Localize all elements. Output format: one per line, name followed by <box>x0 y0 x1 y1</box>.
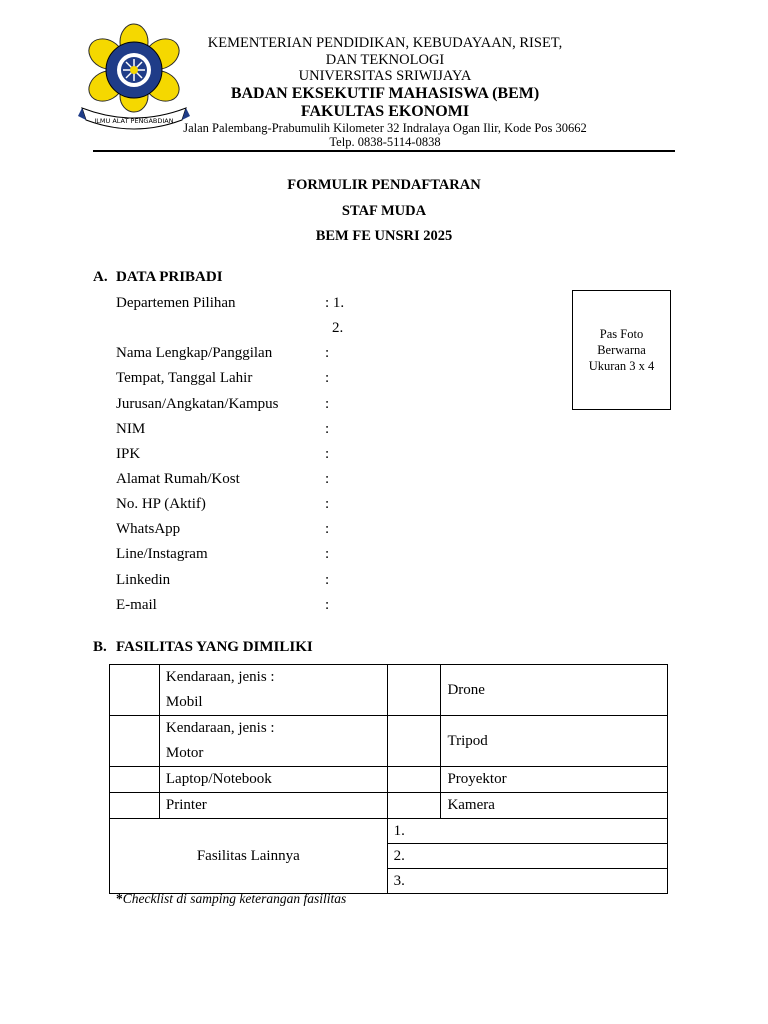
table-row <box>110 767 668 793</box>
field-colon: : <box>325 396 330 412</box>
facility-cell: Tripod <box>441 716 668 767</box>
university-logo-icon <box>78 20 190 132</box>
table-row <box>110 716 668 767</box>
other-facility-item[interactable]: 2. <box>387 844 667 869</box>
field-label: Nama Lengkap/Panggilan <box>116 345 273 361</box>
photo-placeholder-box <box>572 290 671 410</box>
ministry-line-2: DAN TEKNOLOGI <box>325 52 445 68</box>
logo-ribbon-text: ILMU ALAT PENGABDIAN <box>94 117 174 125</box>
field-label: Linkedin <box>116 572 171 588</box>
checkbox-cell[interactable] <box>387 716 441 767</box>
field-colon: : <box>325 370 330 386</box>
field-label: Departemen Pilihan <box>116 295 236 311</box>
checkbox-cell[interactable] <box>110 767 160 793</box>
field-colon: : <box>325 521 330 537</box>
field-colon: : <box>325 471 330 487</box>
faculty-name: FAKULTAS EKONOMI <box>300 103 470 120</box>
checkbox-cell[interactable] <box>387 793 441 819</box>
checkbox-cell[interactable] <box>110 716 160 767</box>
field-label: WhatsApp <box>116 521 181 537</box>
facility-cell: Printer <box>159 793 387 819</box>
checkbox-cell[interactable] <box>387 665 441 716</box>
facility-cell: Proyektor <box>441 767 668 793</box>
field-label: Jurusan/Angkatan/Kampus <box>116 396 279 412</box>
checklist-note <box>116 891 346 907</box>
facility-cell <box>159 665 387 716</box>
facilities-table <box>109 664 668 894</box>
facility-label: Kendaraan, jenis : <box>165 669 275 685</box>
section-b-number: B. <box>93 639 107 655</box>
field-colon: : 1. <box>325 295 345 311</box>
field-label: No. HP (Aktif) <box>116 496 206 512</box>
photo-box-line-3: Ukuran 3 x 4 <box>588 359 655 373</box>
facility-cell <box>159 716 387 767</box>
organization-name: BADAN EKSEKUTIF MAHASISWA (BEM) <box>230 85 540 102</box>
section-b-title: FASILITAS YANG DIMILIKI <box>116 639 313 655</box>
form-title-line-2: STAF MUDA <box>341 203 427 219</box>
field-label: IPK <box>116 446 141 462</box>
photo-box-line-2: Berwarna <box>597 343 646 357</box>
checkbox-cell[interactable] <box>387 767 441 793</box>
checkbox-cell[interactable] <box>110 665 160 716</box>
facility-cell: Laptop/Notebook <box>159 767 387 793</box>
field-colon: : <box>325 345 330 361</box>
ministry-line-1: KEMENTERIAN PENDIDIKAN, KEBUDAYAAN, RISET, <box>207 35 563 51</box>
table-row <box>110 819 668 844</box>
facility-label: Kendaraan, jenis : <box>165 720 275 736</box>
other-facility-item[interactable]: 1. <box>387 819 667 844</box>
section-a-heading <box>93 269 223 286</box>
form-title-line-3: BEM FE UNSRI 2025 <box>315 228 453 244</box>
checkbox-cell[interactable] <box>110 793 160 819</box>
facility-sublabel: Mobil <box>165 694 203 710</box>
field-colon: : <box>325 421 330 437</box>
field-colon: 2. <box>332 320 344 336</box>
field-colon: : <box>325 496 330 512</box>
university-name: UNIVERSITAS SRIWIJAYA <box>298 68 472 84</box>
photo-box-line-1: Pas Foto <box>599 327 644 341</box>
field-colon: : <box>325 572 330 588</box>
other-facility-item[interactable]: 3. <box>387 869 667 894</box>
logo-graphic <box>78 20 190 132</box>
field-label: Alamat Rumah/Kost <box>116 471 240 487</box>
section-b-heading <box>93 639 313 656</box>
table-row <box>110 793 668 819</box>
field-colon: : <box>325 446 330 462</box>
field-label: Line/Instagram <box>116 546 208 562</box>
field-label: Tempat, Tanggal Lahir <box>116 370 253 386</box>
section-a-number: A. <box>93 269 108 285</box>
header-divider <box>93 150 675 152</box>
address-line: Jalan Palembang-Prabumulih Kilometer 32 Indralaya Ogan Ilir, Kode Pos 30662 <box>183 121 587 135</box>
field-label: NIM <box>116 421 146 437</box>
form-title-line-1: FORMULIR PENDAFTARAN <box>287 177 481 193</box>
note-star: * <box>116 891 123 906</box>
field-colon: : <box>325 597 330 613</box>
table-row <box>110 665 668 716</box>
section-a-title: DATA PRIBADI <box>116 269 223 285</box>
facility-sublabel: Motor <box>165 745 204 761</box>
note-text: Checklist di samping keterangan fasilitas <box>122 891 347 906</box>
other-facilities-label: Fasilitas Lainnya <box>110 819 388 894</box>
phone-line: Telp. 0838-5114-0838 <box>329 135 441 149</box>
facility-cell: Drone <box>441 665 668 716</box>
field-label: E-mail <box>116 597 157 613</box>
field-colon: : <box>325 546 330 562</box>
facility-cell: Kamera <box>441 793 668 819</box>
